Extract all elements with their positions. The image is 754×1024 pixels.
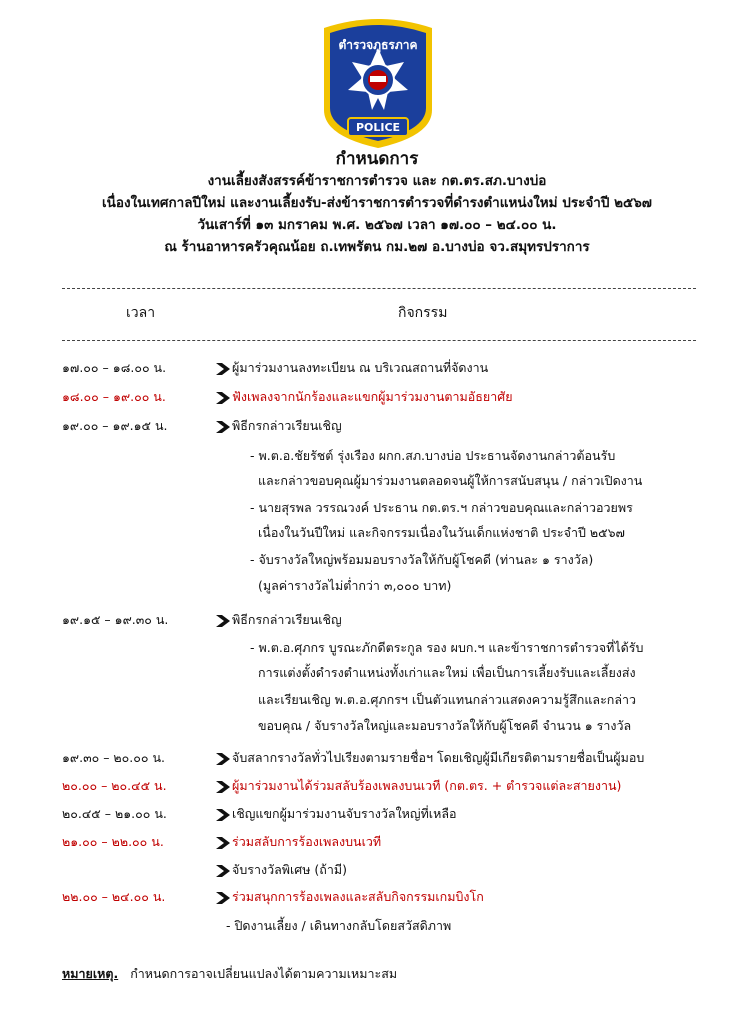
divider-top [62,288,696,289]
detail-line: - พ.ต.อ.ศุภกร บูรณะภักดีตระกูล รอง ผบก.ฯ และข้าราชการตำรวจที่ได้รับ [250,640,644,655]
column-header-activity: กิจกรรม [398,305,448,321]
divider-header [62,340,696,341]
column-header-time: เวลา [126,305,156,321]
closing-line: - ปิดงานเลี้ยง / เดินทางกลับโดยสวัสดิภาพ [226,918,452,933]
detail-line: - จับรางวัลใหญ่พร้อมมอบรางวัลให้กับผู้โชคดี (ท่านละ ๑ รางวัล) [250,552,594,567]
row-activity: ผู้มาร่วมงานลงทะเบียน ณ บริเวณสถานที่จัดงาน [232,360,489,375]
detail-line: และเรียนเชิญ พ.ต.อ.ศุภกรฯ เป็นตัวแทนกล่าวแสดงความรู้สึกและกล่าว [258,692,637,707]
chevron-right-icon [216,865,230,877]
row-activity: จับรางวัลพิเศษ (ถ้ามี) [232,862,348,877]
footnote-label: หมายเหตุ. [62,966,119,981]
chevron-right-icon [216,837,230,849]
event-occasion: เนื่องในเทศกาลปีใหม่ และงานเลี้ยงรับ-ส่งข้าราชการตำรวจที่ดำรงตำแหน่งใหม่ ประจำปี ๒๕๖๗ [102,195,652,211]
row-time: ๑๘.๐๐ – ๑๙.๐๐ น. [62,389,166,404]
detail-line: และกล่าวขอบคุณผู้มาร่วมงานตลอดจนผู้ให้การสนับสนุน / กล่าวเปิดงาน [258,473,643,488]
detail-line: ขอบคุณ / จับรางวัลใหญ่และมอบรางวัลให้กับผู้โชคดี จำนวน ๑ รางวัล [258,718,632,733]
detail-line: (มูลค่ารางวัลไม่ต่ำกว่า ๓,๐๐๐ บาท) [258,578,452,593]
chevron-right-icon [216,753,230,765]
detail-line: เนื่องในวันปีใหม่ และกิจกรรมเนื่องในวันเด็กแห่งชาติ ประจำปี ๒๕๖๗ [258,525,625,540]
row-activity: พิธีกรกล่าวเรียนเชิญ [232,418,342,433]
footnote [62,964,397,984]
row-activity: ร่วมสลับการร้องเพลงบนเวที [232,834,382,849]
row-activity: พิธีกรกล่าวเรียนเชิญ [232,612,342,627]
row-time: ๑๙.๑๕ – ๑๙.๓๐ น. [62,612,169,627]
badge-number: ๑ [374,52,382,66]
police-badge-logo [316,14,440,152]
event-name: งานเลี้ยงสังสรรค์ข้าราชการตำรวจ และ กต.ตร.สภ.บางบ่อ [207,173,547,189]
event-date: วันเสาร์ที่ ๑๓ มกราคม พ.ศ. ๒๕๖๗ เวลา ๑๗.๐๐ – ๒๔.๐๐ น. [197,217,557,233]
row-time: ๑๙.๐๐ – ๑๙.๑๕ น. [62,418,168,433]
row-time: ๑๗.๐๐ – ๑๘.๐๐ น. [62,360,167,375]
chevron-right-icon [216,809,230,821]
badge-top-text: ตำรวจภูธรภาค [338,38,418,52]
row-activity: ฟังเพลงจากนักร้องและแขกผู้มาร่วมงานตามอัธยาศัย [232,389,513,404]
row-activity: ผู้มาร่วมงานได้ร่วมสลับร้องเพลงบนเวที (กต.ตร. + ตำรวจแต่ละสายงาน) [232,778,622,793]
row-time: ๒๐.๔๕ – ๒๑.๐๐ น. [62,806,167,821]
row-time: ๒๑.๐๐ – ๒๒.๐๐ น. [62,834,164,849]
row-activity: จับสลากรางวัลทั่วไปเรียงตามรายชื่อฯ โดยเชิญผู้มีเกียรติตามรายชื่อเป็นผู้มอบ [232,750,645,765]
chevron-right-icon [216,392,230,404]
detail-line: การแต่งตั้งดำรงตำแหน่งทั้งเก่าและใหม่ เพื่อเป็นการเลี้ยงรับและเลี้ยงส่ง [258,665,636,680]
detail-line: - พ.ต.อ.ชัยรัชต์ รุ่งเรือง ผกก.สภ.บางบ่อ ประธานจัดงานกล่าวต้อนรับ [250,448,616,463]
document-title: กำหนดการ [335,149,419,169]
row-time: ๒๐.๐๐ – ๒๐.๔๕ น. [62,778,167,793]
row-activity: ร่วมสนุกการร้องเพลงและสลับกิจกรรมเกมบิงโก [232,889,484,904]
title-block [0,148,754,258]
chevron-right-icon [216,363,230,375]
row-time: ๑๙.๓๐ – ๒๐.๐๐ น. [62,750,166,765]
detail-line: - นายสุรพล วรรณวงค์ ประธาน กต.ตร.ฯ กล่าวขอบคุณและกล่าวอวยพร [250,500,633,515]
row-time: ๒๒.๐๐ – ๒๔.๐๐ น. [62,889,166,904]
chevron-right-icon [216,892,230,904]
chevron-right-icon [216,615,230,627]
event-venue: ณ ร้านอาหารครัวคุณน้อย ถ.เทพรัตน กม.๒๗ อ.บางบ่อ จว.สมุทรปราการ [164,239,590,255]
chevron-right-icon [216,421,230,433]
footnote-text: กำหนดการอาจเปลี่ยนแปลงได้ตามความเหมาะสม [130,966,398,981]
row-activity: เชิญแขกผู้มาร่วมงานจับรางวัลใหญ่ที่เหลือ [232,806,457,821]
chevron-right-icon [216,781,230,793]
badge-police-text: POLICE [355,121,401,134]
